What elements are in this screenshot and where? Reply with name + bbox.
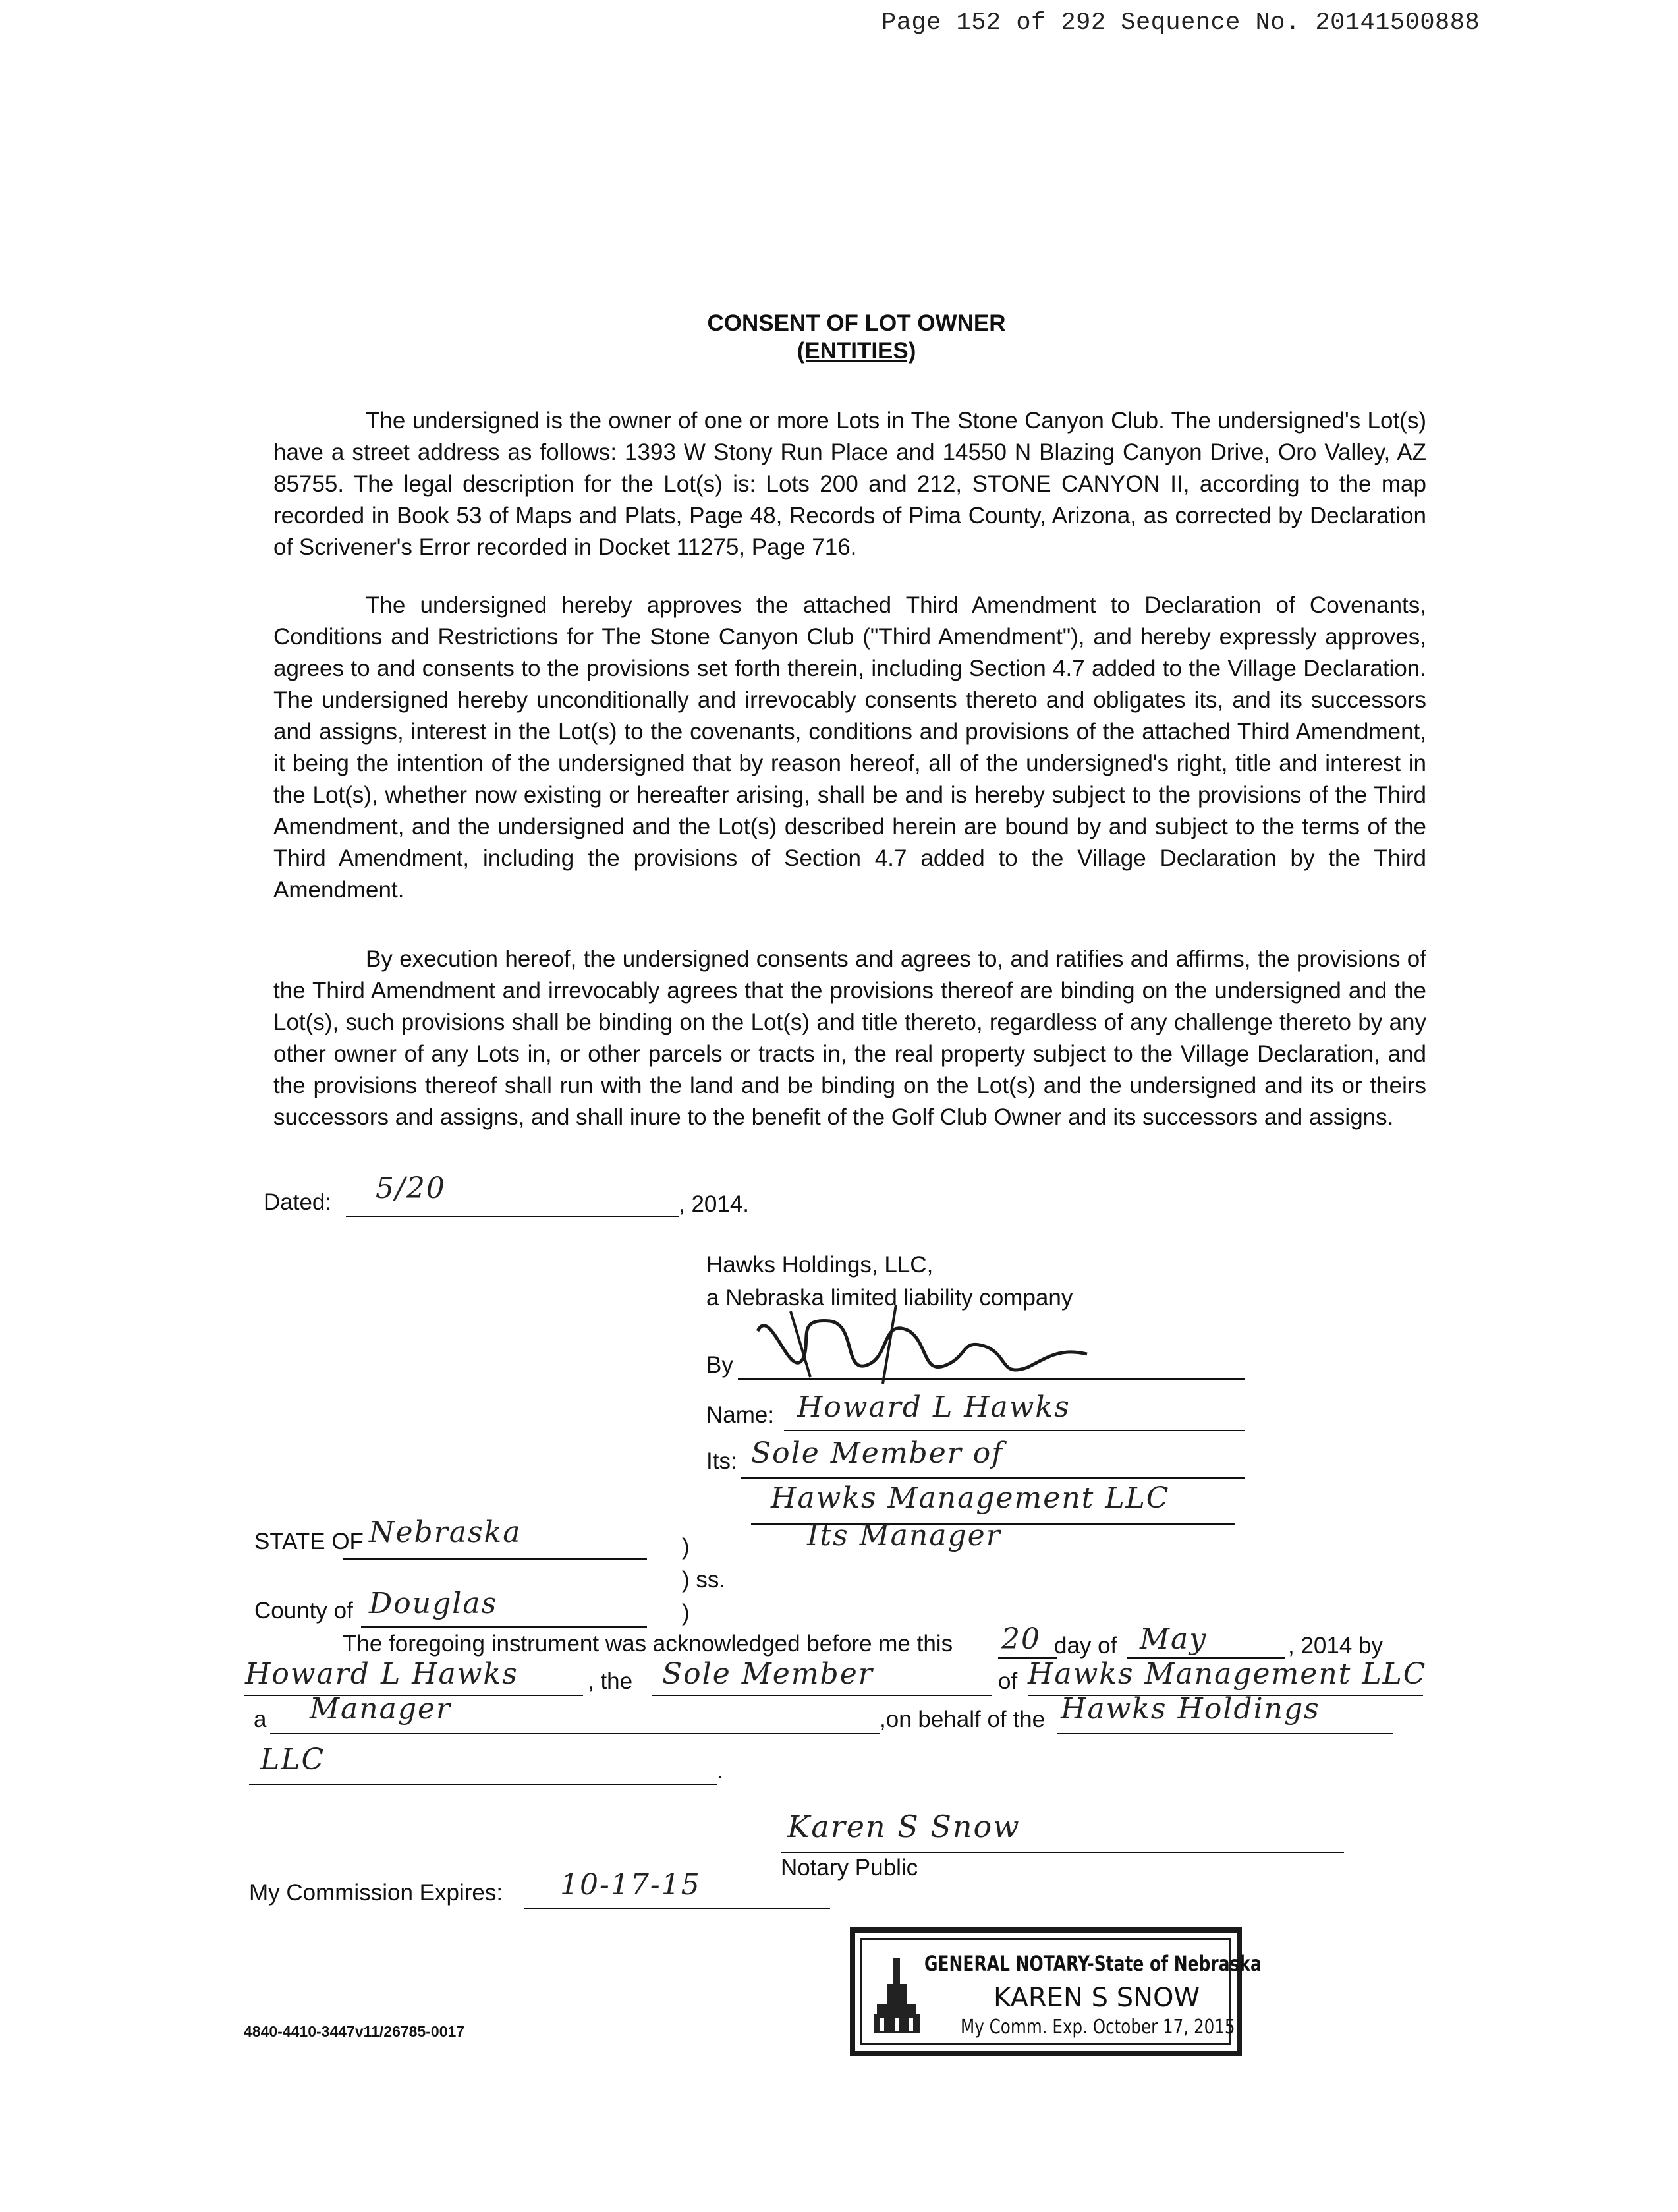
dated-value: 5/20 — [376, 1172, 446, 1205]
name-line — [784, 1430, 1245, 1431]
entity-type: a Nebraska limited liability company — [706, 1285, 1073, 1311]
stamp-line-3: My Comm. Exp. October 17, 2015 — [961, 2016, 1235, 2039]
behalf-line — [1057, 1733, 1393, 1734]
county-line — [361, 1626, 647, 1628]
commission-value: 10-17-15 — [560, 1868, 701, 1902]
commission-label: My Commission Expires: — [249, 1880, 503, 1906]
behalf-value-2: LLC — [260, 1743, 325, 1776]
paren-3: ) — [682, 1600, 690, 1626]
day-value: 20 — [1001, 1622, 1041, 1656]
behalf-label: ,on behalf of the — [880, 1707, 1046, 1732]
behalf-value-1: Hawks Holdings — [1061, 1692, 1320, 1726]
state-value: Nebraska — [369, 1516, 522, 1549]
title-line-1: CONSENT OF LOT OWNER — [707, 310, 1006, 336]
role-line — [652, 1695, 992, 1696]
capitol-building-icon — [874, 1958, 920, 2037]
its-value-1: Sole Member of — [751, 1436, 1004, 1470]
doc-number: 4840-4410-3447v11/26785-0017 — [244, 2023, 465, 2040]
dated-line — [346, 1216, 679, 1217]
month-value: May — [1140, 1622, 1208, 1656]
county-label: County of — [254, 1598, 353, 1624]
hawks-signature-icon — [731, 1291, 1100, 1390]
org-value: Hawks Management LLC — [1028, 1657, 1427, 1691]
of-label: of — [998, 1668, 1018, 1694]
end-period: . — [717, 1758, 723, 1784]
paragraph-2: The undersigned hereby approves the attached Third Amendment to Declaration of Covenants, Conditions and Restrictions for The Stone Canyon Club ("Third Amendment"), and hereby expressly approves, agrees to and consents to the provisions set forth therein, including Section 4.7 added to the Village Declaration. The undersigned hereby unconditionally and irrevocably consents thereto and obligates its, and its successors and assigns, interest in the Lot(s) to the covenants, conditions and provisions of the attached Third Amendment, it being the intention of the undersigned that by reason hereof, all of the undersigned's right, title and interest in the Lot(s), whether now existing or hereafter arising, shall be and is hereby subject to the provisions of the Third Amendment, and the undersigned and the Lot(s) described herein are bound by and subject to the terms of the Third Amendment, including the provisions of Section 4.7 added to the Village Declaration by the Third Amendment. — [273, 592, 1426, 903]
dated-label: Dated: — [264, 1189, 332, 1215]
state-label: STATE OF — [254, 1529, 364, 1554]
behalf-line-2 — [249, 1784, 717, 1785]
county-value: Douglas — [369, 1587, 498, 1620]
position-line — [270, 1733, 880, 1734]
its-label: Its: — [706, 1448, 737, 1474]
stamp-line-2: KAREN S SNOW — [993, 1983, 1200, 2013]
state-line — [343, 1558, 647, 1560]
notary-signature: Karen S Snow — [787, 1809, 1021, 1844]
its-line — [741, 1477, 1245, 1479]
notary-signature-line — [781, 1852, 1344, 1853]
ss-label: ) ss. — [682, 1567, 726, 1593]
by-label: By — [706, 1352, 733, 1378]
ack-text: The foregoing instrument was acknowledged before me this — [343, 1631, 953, 1657]
notary-stamp — [850, 1927, 1262, 2056]
the-label: , the — [588, 1668, 633, 1694]
page-header: Page 152 of 292 Sequence No. 20141500888 — [881, 9, 1480, 37]
its-value-3: Its Manager — [807, 1519, 1001, 1552]
stamp-line-1: GENERAL NOTARY-State of Nebraska — [924, 1951, 1262, 1976]
name-value: Howard L Hawks — [797, 1390, 1071, 1424]
dated-year: , 2014. — [679, 1191, 750, 1217]
company-name: Hawks Holdings, LLC, — [706, 1252, 934, 1278]
person-value: Howard L Hawks — [245, 1657, 518, 1691]
document-title — [0, 310, 1678, 365]
its-value-2: Hawks Management LLC — [771, 1481, 1170, 1515]
paragraph-1: The undersigned is the owner of one or more Lots in The Stone Canyon Club. The undersigned's Lot(s) have a street address as follows: 1393 W Stony Run Place and 14550 N Blazing Canyon Drive, Oro Valley, AZ 85755. The legal description for the Lot(s) is: Lots 200 and 212, STONE CANYON II, according to the map recorded in Book 53 of Maps and Plats, Page 48, Records of Pima County, Arizona, as corrected by Declaration of Scrivener's Error recorded in Docket 11275, Page 716. — [273, 408, 1426, 560]
notary-public-label: Notary Public — [781, 1855, 918, 1881]
commission-line — [524, 1908, 830, 1909]
day-of-label: day of — [1054, 1633, 1117, 1659]
paragraph-3: By execution hereof, the undersigned consents and agrees to, and ratifies and affirms, the provisions of the Third Amendment and irrevocably agrees that the provisions thereof are binding on the undersigned and the Lot(s), such provisions shall be binding on the Lot(s) and title thereto, regardless of any challenge thereto by any other owner of any Lots in, or other parcels or tracts in, the real property subject to the Village Declaration, and the provisions thereof shall run with the land and be binding on the Lot(s) and the undersigned and its or theirs successors and assigns, and shall inure to the benefit of the Golf Club Owner and its successors and assigns. — [273, 946, 1426, 1130]
position-value: Manager — [310, 1692, 452, 1726]
year-by-label: , 2014 by — [1288, 1633, 1383, 1659]
name-label: Name: — [706, 1402, 775, 1428]
a-label: a — [254, 1707, 267, 1732]
role-value: Sole Member — [662, 1657, 874, 1691]
title-line-2: (ENTITIES) — [797, 338, 916, 364]
paren-1: ) — [682, 1534, 690, 1560]
